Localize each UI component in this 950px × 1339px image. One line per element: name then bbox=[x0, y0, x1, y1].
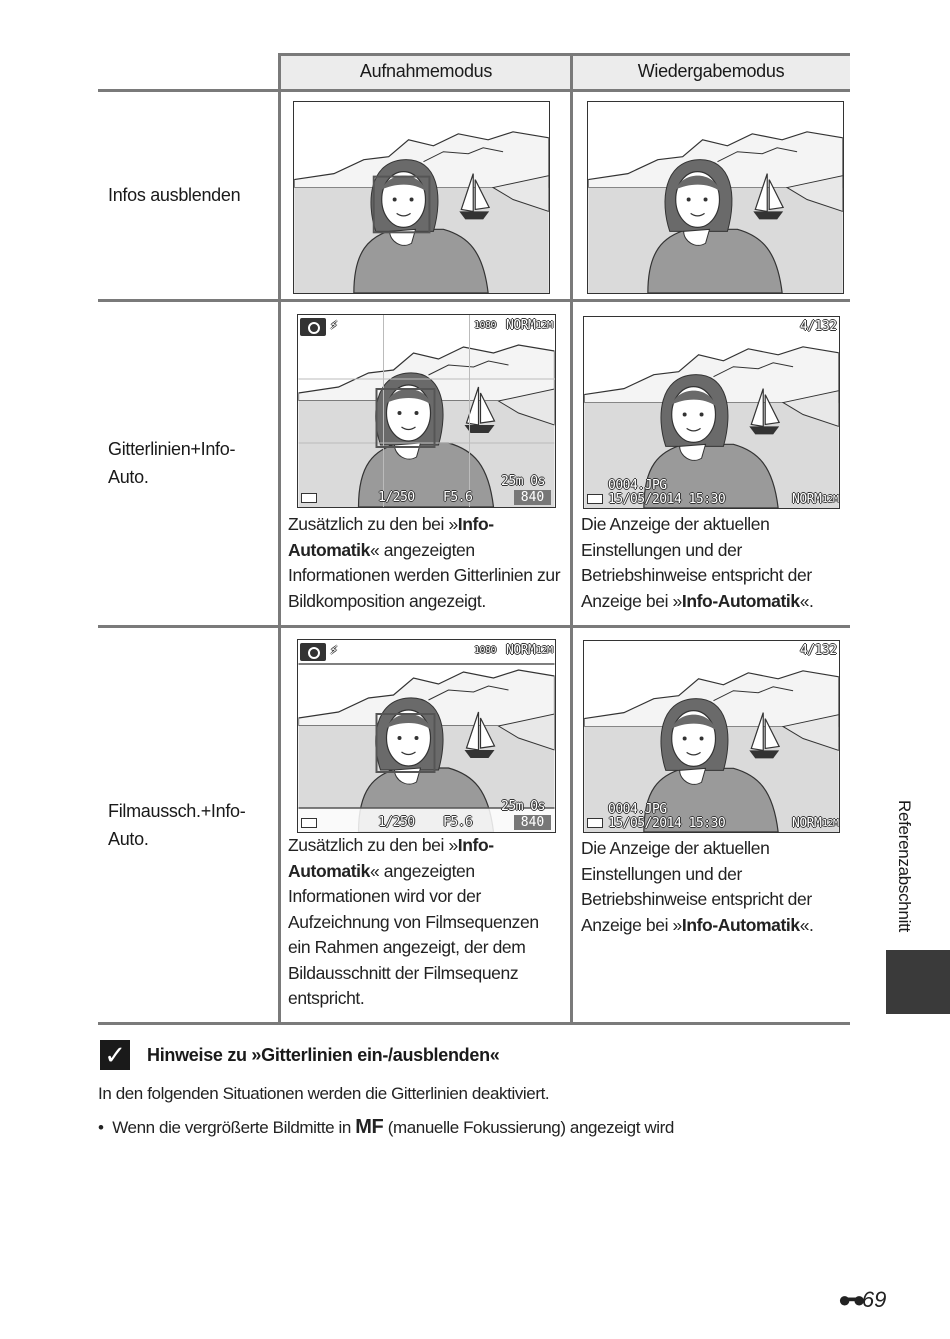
overlay-image-size: 12M bbox=[822, 818, 839, 829]
rule-top bbox=[280, 53, 850, 56]
overlay-quality: NORM bbox=[506, 318, 536, 333]
overlay-rec-time: 25m 0s bbox=[501, 474, 545, 489]
overlay-aperture: F5.6 bbox=[443, 815, 473, 830]
overlay-image-size: 12M bbox=[536, 645, 553, 656]
overlay-datetime: 15/05/2014 15:30 bbox=[608, 492, 726, 507]
screen-preview-movie-frame-shooting bbox=[297, 639, 556, 833]
overlay-rec-time: 25m 0s bbox=[501, 799, 545, 814]
overlay-video-size: 1080 bbox=[474, 645, 497, 656]
row-label-hide-info: Infos ausblenden bbox=[108, 185, 241, 205]
camera-mode-icon bbox=[300, 643, 326, 661]
screen-preview-grid-shooting bbox=[297, 314, 556, 508]
screen-preview-hide-info-shooting bbox=[293, 101, 550, 294]
row-label-grid-info: Gitterlinien+Info-Auto. bbox=[108, 439, 236, 487]
overlay-file-name: 0004.JPG bbox=[608, 802, 667, 817]
check-icon: ✓ bbox=[100, 1040, 130, 1070]
overlay-file-name: 0004.JPG bbox=[608, 478, 667, 493]
note-title: Hinweise zu »Gitterlinien ein-/ausblenden« bbox=[147, 1044, 500, 1065]
description-grid-playback: Die Anzeige der aktuellen Einstellungen und der Betriebshinweise entspricht der Anzeige bei »Info-Automatik«. bbox=[581, 514, 814, 611]
vrule-1 bbox=[278, 53, 281, 1025]
overlay-shutter: 1/250 bbox=[378, 490, 415, 505]
battery-icon bbox=[587, 494, 603, 504]
screen-preview-movie-frame-playback bbox=[583, 640, 840, 833]
page-number: ●━● 69 bbox=[838, 1287, 887, 1312]
overlay-image-size: 12M bbox=[536, 320, 553, 331]
overlay-video-size: 1080 bbox=[474, 320, 497, 331]
rule-row1 bbox=[98, 299, 850, 302]
reference-section-icon: ●━● bbox=[838, 1287, 860, 1312]
overlay-frame-count: 4/132 bbox=[800, 319, 837, 334]
overlay-quality: NORM bbox=[792, 492, 822, 507]
manual-focus-symbol: MF bbox=[355, 1116, 384, 1138]
overlay-datetime: 15/05/2014 15:30 bbox=[608, 816, 726, 831]
note-heading bbox=[100, 1040, 499, 1070]
section-tab-marker bbox=[886, 950, 950, 1014]
column-header-playback: Wiedergabemodus bbox=[637, 61, 785, 81]
vrule-2 bbox=[570, 53, 573, 1025]
note-bullet: • Wenn die vergrößerte Bildmitte in MF (manuelle Fokussierung) angezeigt wird bbox=[98, 1116, 674, 1138]
camera-mode-icon bbox=[300, 318, 326, 336]
rule-header bbox=[98, 89, 850, 92]
sample-scene-image bbox=[588, 102, 843, 293]
description-movie-frame-shooting: Zusätzlich zu den bei »Info-Automatik« angezeigten Informationen wird vor der Aufzeichnung von Filmsequenzen ein Rahmen angezeigt, der dem Bildausschnitt der Filmsequenz entspricht. bbox=[288, 835, 539, 1008]
flash-icon: ⚡ bbox=[330, 643, 338, 658]
row-label-movie-frame: Filmaussch.+Info-Auto. bbox=[108, 801, 246, 849]
description-movie-frame-playback: Die Anzeige der aktuellen Einstellungen und der Betriebshinweise entspricht der Anzeige bei »Info-Automatik«. bbox=[581, 838, 814, 935]
column-header-shooting: Aufnahmemodus bbox=[359, 61, 493, 81]
section-side-label: Referenzabschnitt bbox=[895, 800, 914, 932]
overlay-remaining: 840 bbox=[514, 490, 551, 505]
battery-icon bbox=[301, 818, 317, 828]
description-grid-shooting: Zusätzlich zu den bei »Info-Automatik« angezeigten Informationen werden Gitterlinien zur Bildkomposition angezeigt. bbox=[288, 514, 561, 611]
overlay-frame-count: 4/132 bbox=[800, 643, 837, 658]
battery-icon bbox=[587, 818, 603, 828]
overlay-remaining: 840 bbox=[514, 815, 551, 830]
screen-preview-grid-playback bbox=[583, 316, 840, 509]
battery-icon bbox=[301, 493, 317, 503]
overlay-quality: NORM bbox=[506, 643, 536, 658]
bullet-dot: • bbox=[98, 1118, 113, 1137]
overlay-quality: NORM bbox=[792, 816, 822, 831]
overlay-shutter: 1/250 bbox=[378, 815, 415, 830]
rule-row2 bbox=[98, 625, 850, 628]
overlay-image-size: 12M bbox=[822, 494, 839, 505]
rule-bottom bbox=[98, 1022, 850, 1025]
flash-icon: ⚡ bbox=[330, 318, 338, 333]
sample-scene-image bbox=[294, 102, 549, 293]
screen-preview-hide-info-playback bbox=[587, 101, 844, 294]
overlay-aperture: F5.6 bbox=[443, 490, 473, 505]
note-body: In den folgenden Situationen werden die Gitterlinien deaktiviert. bbox=[98, 1084, 550, 1103]
